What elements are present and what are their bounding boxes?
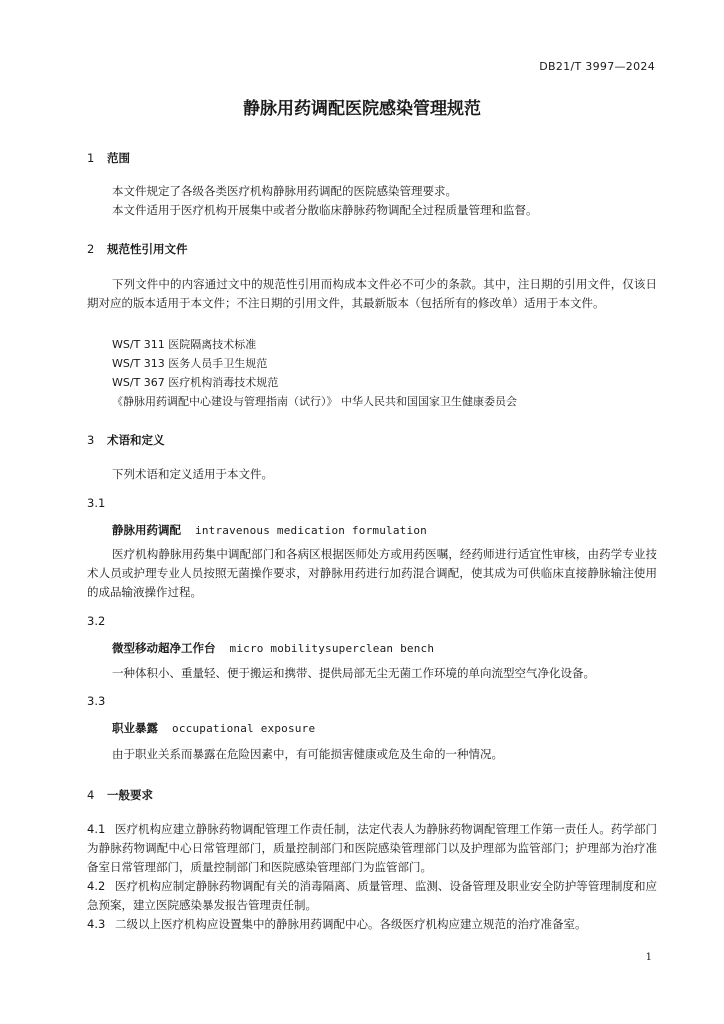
term-english: occupational exposure bbox=[172, 722, 316, 735]
section-1-heading bbox=[87, 150, 130, 166]
section-number: 3 bbox=[87, 433, 95, 447]
section-number: 4 bbox=[87, 788, 95, 802]
requirement-number: 4.1 bbox=[87, 822, 106, 836]
section-3-heading bbox=[87, 432, 165, 448]
section-number: 2 bbox=[87, 242, 95, 256]
requirement-item bbox=[87, 877, 657, 915]
requirement-number: 4.2 bbox=[87, 879, 106, 893]
section-4-heading bbox=[87, 787, 153, 803]
section-title: 一般要求 bbox=[107, 788, 153, 802]
term-definition: 医疗机构静脉用药集中调配部门和各病区根据医师处方或用药医嘱，经药师进行适宜性审核，由药学专业技术人员或护理专业人员按照无菌操作要求，对静脉用药进行加药混合调配，使其成为可供临床直接静脉输注使用的成品输液操作过程。 bbox=[87, 547, 657, 599]
section-number: 1 bbox=[87, 151, 95, 165]
document-title: 静脉用药调配医院感染管理规范 bbox=[243, 99, 481, 119]
term-definition: 一种体积小、重量轻、便于搬运和携带、提供局部无尘无菌工作环境的单向流型空气净化设备。 bbox=[112, 666, 595, 680]
term-chinese: 微型移动超净工作台 bbox=[112, 641, 216, 655]
clause-number: 3.2 bbox=[87, 614, 106, 628]
term-english: intravenous medication formulation bbox=[195, 524, 427, 537]
paragraph: 下列文件中的内容通过文中的规范性引用而构成本文件必不可少的条款。其中，注日期的引用文件，仅该日期对应的版本适用于本文件；不注日期的引用文件，其最新版本（包括所有的修改单）适用于本文件。 bbox=[87, 277, 657, 310]
clause-number: 3.3 bbox=[87, 694, 106, 708]
term-entry bbox=[112, 720, 315, 736]
reference-item: 《静脉用药调配中心建设与管理指南（试行）》 中华人民共和国国家卫生健康委员会 bbox=[112, 395, 517, 408]
reference-item: WS/T 367 医疗机构消毒技术规范 bbox=[112, 376, 279, 389]
term-chinese: 职业暴露 bbox=[112, 721, 158, 735]
section-title: 范围 bbox=[107, 151, 130, 165]
term-definition: 由于职业关系而暴露在危险因素中，有可能损害健康或危及生命的一种情况。 bbox=[112, 747, 503, 761]
term-english: micro mobilitysuperclean bench bbox=[229, 642, 435, 655]
requirement-text: 医疗机构应制定静脉药物调配有关的消毒隔离、质量管理、监测、设备管理及职业安全防护等管理制度和应急预案，建立医院感染暴发报告管理责任制。 bbox=[87, 879, 657, 912]
document-number: DB21/T 3997—2024 bbox=[539, 60, 655, 73]
term-chinese: 静脉用药调配 bbox=[112, 523, 181, 537]
section-title: 规范性引用文件 bbox=[107, 242, 188, 256]
section-title: 术语和定义 bbox=[107, 433, 165, 447]
requirement-item bbox=[87, 820, 657, 877]
section-2-heading bbox=[87, 241, 188, 257]
term-entry bbox=[112, 522, 427, 538]
paragraph-line: 本文件适用于医疗机构开展集中或者分散临床静脉药物调配全过程质量管理和监督。 bbox=[112, 203, 538, 217]
page-number: 1 bbox=[645, 952, 652, 963]
paragraph-line: 本文件规定了各级各类医疗机构静脉用药调配的医院感染管理要求。 bbox=[112, 184, 457, 198]
requirement-text: 二级以上医疗机构应设置集中的静脉用药调配中心。各级医疗机构应建立规范的治疗准备室。 bbox=[115, 917, 587, 931]
requirement-text: 医疗机构应建立静脉药物调配管理工作责任制，法定代表人为静脉药物调配管理工作第一责任人。药学部门为静脉药物调配中心日常管理部门，质量控制部门和医院感染管理部门以及护理部为监管部门；护理部为治疗准备室日常管理部门，质量控制部门和医院感染管理部门为监管部门。 bbox=[87, 822, 657, 874]
reference-item: WS/T 313 医务人员手卫生规范 bbox=[112, 357, 268, 370]
paragraph-line: 下列术语和定义适用于本文件。 bbox=[112, 467, 273, 481]
requirement-item bbox=[87, 915, 657, 934]
requirement-number: 4.3 bbox=[87, 917, 106, 931]
reference-item: WS/T 311 医院隔离技术标准 bbox=[112, 338, 257, 351]
clause-number: 3.1 bbox=[87, 496, 106, 510]
term-entry bbox=[112, 640, 434, 656]
